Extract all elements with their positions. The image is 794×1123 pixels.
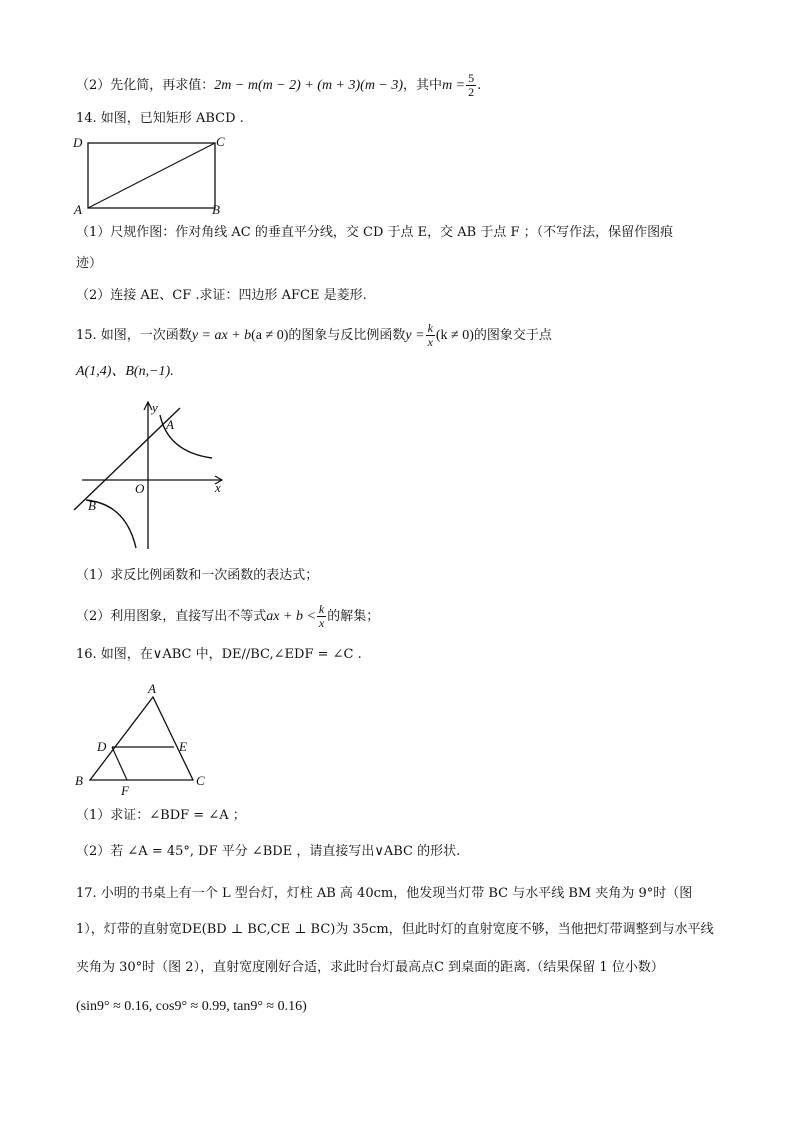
fraction-numerator: k [318,602,325,616]
label-o: O [135,481,145,496]
q14-part1-line2: 迹） [76,256,103,271]
label-a: A [74,202,82,217]
label-y: y [152,400,158,415]
q13-part2-end: . [477,78,482,93]
q15-part2-a: （2）利用图象，直接写出不等式 [76,609,267,624]
q15-points: A(1,4)、B(n,−1). [76,364,174,379]
q14-part1-line1: （1）尺规作图：作对角线 AC 的垂直平分线，交 CD 于点 E，交 AB 于点 F ；（不写作法，保留作图痕 [76,225,674,240]
q15-part1: （1）求反比例函数和一次函数的表达式； [76,568,319,583]
segment-df [112,747,127,780]
label-f: F [121,783,129,798]
fraction-denominator: x [318,616,325,630]
label-c: C [216,134,225,149]
q16-part2: （2）若 ∠A = 45°, DF 平分 ∠BDE ，请直接写出∨ABC 的形状. [76,844,461,859]
label-d: D [73,135,83,150]
fraction-numerator: k [427,321,433,335]
fraction-numerator: 5 [468,71,475,85]
q15-part2-expression: ax + b < [266,609,316,624]
q17-line2: 1），灯带的直射宽DE(BD ⊥ BC,CE ⊥ BC)为 35cm，但此时灯的直射宽度不够，当他把灯带调整到与水平线 [76,922,714,937]
q15-inverse-y: y = [405,328,425,343]
q17-line1: 17. 小明的书桌上有一个 L 型台灯，灯柱 AB 高 40cm，他发现当灯带 BC 与水平线 BM 夹角为 9°时（图 [76,886,693,901]
label-b: B [75,773,83,788]
label-c: C [196,773,205,788]
q15-stem-c: 的图象交于点 [473,328,552,343]
q13-part2-expression: 2m − m(m − 2) + (m + 3)(m − 3) [214,78,404,93]
q13-part2-var: m = [442,78,466,93]
q13-part2-prefix: （2）先化简，再求值： [76,78,215,93]
q15-stem-a: 15. 如图，一次函数 [76,328,192,343]
q17-trig-values: (sin9° ≈ 0.16, cos9° ≈ 0.99, tan9° ≈ 0.16) [76,999,307,1014]
q15-cond1: (a ≠ 0) [251,328,289,343]
label-a: A [148,681,156,696]
label-x: x [215,480,221,495]
q13-part2-mid: ，其中 [403,78,443,93]
label-point-a: A [166,417,174,432]
q14-stem: 14. 如图，已知矩形 ABCD . [76,111,244,126]
label-point-b: B [88,498,96,513]
fraction-denominator: x [427,335,433,349]
q15-stem-b: 的图象与反比例函数 [288,328,406,343]
q15-part2-b: 的解集； [327,609,380,624]
q14-part2: （2）连接 AE、CF .求证：四边形 AFCE 是菱形. [76,288,367,303]
label-e: E [179,739,187,754]
q15-cond2: (k ≠ 0) [435,328,474,343]
q16-stem: 16. 如图，在∨ABC 中，DE//BC,∠EDF = ∠C . [76,647,362,662]
label-d: D [97,739,107,754]
q16-part1: （1）求证：∠BDF = ∠A ； [76,808,246,823]
label-b: B [212,202,220,217]
fraction-denominator: 2 [468,85,475,99]
q17-line3: 夹角为 30°时（图 2），直射宽度刚好合适，求此时台灯最高点C 到桌面的距离.（结果保留 1 位小数） [76,960,664,975]
q15-linear: y = ax + b [191,328,252,343]
